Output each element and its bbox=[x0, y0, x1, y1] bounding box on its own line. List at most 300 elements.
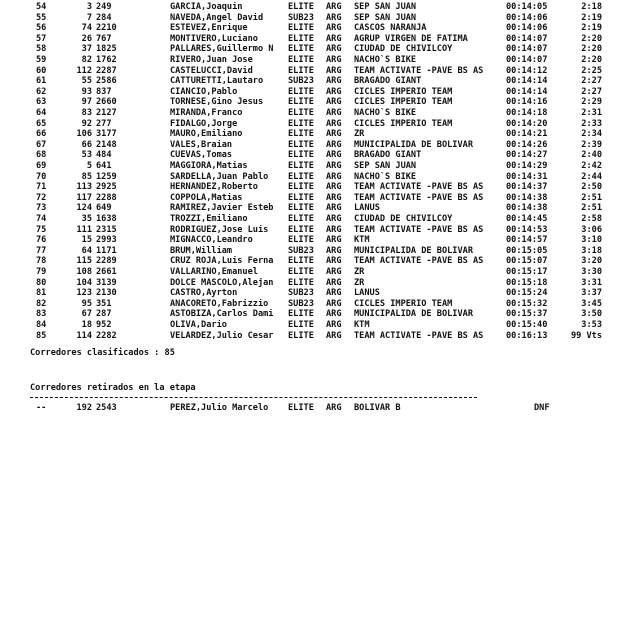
license-cell: 2127 bbox=[96, 108, 117, 118]
category-cell: ELITE bbox=[288, 33, 314, 44]
license-cell: 837 bbox=[96, 86, 112, 97]
nationality-cell: ARG bbox=[326, 97, 342, 108]
table-row bbox=[0, 256, 634, 267]
rider-name-cell: CIANCIO,Pablo bbox=[170, 86, 238, 97]
nationality-cell: ARG bbox=[326, 192, 342, 203]
dorsal-cell: 192 bbox=[76, 403, 92, 413]
position-cell: 68 bbox=[36, 150, 47, 161]
time-cell: 00:16:13 bbox=[506, 330, 548, 341]
dorsal-cell: 95 bbox=[81, 298, 92, 309]
nationality-cell: ARG bbox=[326, 55, 342, 65]
team-cell: CICLES IMPERIO TEAM bbox=[354, 118, 453, 129]
table-row bbox=[0, 34, 634, 45]
position-cell: 59 bbox=[36, 55, 47, 65]
dorsal-cell: 74 bbox=[81, 23, 92, 34]
team-cell: NACHO`S BIKE bbox=[354, 108, 417, 118]
dorsal-cell: 112 bbox=[76, 65, 92, 76]
gap-cell: 3:53 bbox=[581, 320, 602, 330]
nationality-cell: ARG bbox=[326, 129, 342, 140]
license-cell: 2210 bbox=[96, 23, 117, 34]
table-row bbox=[0, 193, 634, 204]
team-cell: SEP SAN JUAN bbox=[354, 12, 417, 23]
time-cell: 00:15:18 bbox=[506, 277, 548, 288]
gap-cell: 99 Vts bbox=[570, 330, 602, 341]
category-cell: ELITE bbox=[288, 330, 314, 341]
license-cell: 1762 bbox=[96, 55, 117, 65]
license-cell: 2288 bbox=[96, 192, 117, 203]
gap-cell: 2:39 bbox=[581, 139, 602, 150]
time-cell: 00:15:37 bbox=[506, 309, 548, 320]
category-cell: ELITE bbox=[288, 2, 314, 12]
position-cell: 62 bbox=[36, 86, 47, 97]
category-cell: ELITE bbox=[288, 23, 314, 34]
team-cell: LANUS bbox=[354, 203, 380, 214]
category-cell: SUB23 bbox=[288, 288, 314, 299]
category-cell: ELITE bbox=[288, 182, 314, 193]
gap-cell: 3:18 bbox=[581, 245, 602, 256]
license-cell: 952 bbox=[96, 320, 112, 330]
license-cell: 3177 bbox=[96, 129, 117, 140]
nationality-cell: ARG bbox=[326, 320, 342, 330]
team-cell: CICLES IMPERIO TEAM bbox=[354, 86, 453, 97]
rider-name-cell: FIDALGO,Jorge bbox=[170, 118, 238, 129]
gap-cell: 2:34 bbox=[581, 129, 602, 140]
position-cell: 66 bbox=[36, 129, 47, 140]
position-cell: 76 bbox=[36, 235, 47, 246]
gap-cell: 2:27 bbox=[581, 86, 602, 97]
time-cell: 00:14:20 bbox=[506, 118, 548, 129]
gap-cell: 3:10 bbox=[581, 235, 602, 246]
dorsal-cell: 124 bbox=[76, 203, 92, 214]
license-cell: 287 bbox=[96, 309, 112, 320]
position-cell: 77 bbox=[36, 245, 47, 256]
team-cell: MUNICIPALIDA DE BOLIVAR bbox=[354, 309, 473, 320]
team-cell: SEP SAN JUAN bbox=[354, 2, 417, 12]
nationality-cell: ARG bbox=[326, 139, 342, 150]
time-cell: 00:14:45 bbox=[506, 214, 548, 224]
rider-name-cell: ASTOBIZA,Carlos Dami bbox=[170, 309, 274, 320]
table-row bbox=[0, 76, 634, 87]
rider-name-cell: RODRIGUEZ,Jose Luis bbox=[170, 224, 269, 235]
gap-cell: 2:42 bbox=[581, 161, 602, 171]
gap-cell: 2:18 bbox=[581, 2, 602, 12]
position-cell: 82 bbox=[36, 298, 47, 309]
team-cell: LANUS bbox=[354, 288, 380, 299]
nationality-cell: ARG bbox=[326, 214, 342, 224]
team-cell: ZR bbox=[354, 129, 365, 140]
nationality-cell: ARG bbox=[326, 161, 342, 171]
nationality-cell: ARG bbox=[326, 298, 342, 309]
gap-cell: 2:51 bbox=[581, 203, 602, 214]
dorsal-cell: 15 bbox=[81, 235, 92, 246]
table-row bbox=[0, 119, 634, 130]
position-cell: 64 bbox=[36, 108, 47, 118]
rider-name-cell: NAVEDA,Angel David bbox=[170, 12, 264, 23]
gap-cell: 3:06 bbox=[581, 224, 602, 235]
nationality-cell: ARG bbox=[326, 23, 342, 34]
time-cell: 00:14:07 bbox=[506, 55, 548, 65]
rider-name-cell: MAGGIORA,Matias bbox=[170, 161, 248, 171]
category-cell: ELITE bbox=[288, 224, 314, 235]
position-cell: 56 bbox=[36, 23, 47, 34]
section-divider bbox=[30, 397, 477, 398]
license-cell: 2282 bbox=[96, 330, 117, 341]
license-cell: 2148 bbox=[96, 139, 117, 150]
rider-name-cell: HERNANDEZ,Roberto bbox=[170, 182, 258, 193]
license-cell: 1638 bbox=[96, 214, 117, 224]
time-cell: 00:14:27 bbox=[506, 150, 548, 161]
rider-name-cell: CRUZ ROJA,Luis Ferna bbox=[170, 256, 274, 267]
nationality-cell: ARG bbox=[326, 403, 342, 413]
position-cell: 69 bbox=[36, 161, 47, 171]
dorsal-cell: 82 bbox=[81, 55, 92, 65]
dorsal-cell: 111 bbox=[76, 224, 92, 235]
time-cell: 00:14:07 bbox=[506, 33, 548, 44]
gap-cell: 2:50 bbox=[581, 182, 602, 193]
table-row bbox=[0, 225, 634, 236]
table-row bbox=[0, 331, 634, 342]
time-cell: 00:14:18 bbox=[506, 108, 548, 118]
category-cell: ELITE bbox=[288, 161, 314, 171]
position-cell: 79 bbox=[36, 267, 47, 277]
dorsal-cell: 123 bbox=[76, 288, 92, 299]
team-cell: TEAM ACTIVATE -PAVE BS AS bbox=[354, 65, 484, 76]
dorsal-cell: 18 bbox=[81, 320, 92, 330]
table-row bbox=[0, 129, 634, 140]
license-cell: 249 bbox=[96, 2, 112, 12]
category-cell: SUB23 bbox=[288, 76, 314, 87]
position-cell: 74 bbox=[36, 214, 47, 224]
rider-name-cell: MAURO,Emiliano bbox=[170, 129, 243, 140]
license-cell: 2130 bbox=[96, 288, 117, 299]
time-cell: 00:14:16 bbox=[506, 97, 548, 108]
dorsal-cell: 97 bbox=[81, 97, 92, 108]
rider-name-cell: VALLARINO,Emanuel bbox=[170, 267, 258, 277]
team-cell: MUNICIPALIDA DE BOLIVAR bbox=[354, 139, 473, 150]
rider-name-cell: ANACORETO,Fabrizzio bbox=[170, 298, 269, 309]
time-cell: 00:14:26 bbox=[506, 139, 548, 150]
gap-cell: 2:25 bbox=[581, 65, 602, 76]
dorsal-cell: 92 bbox=[81, 118, 92, 129]
dorsal-cell: 37 bbox=[81, 44, 92, 55]
rider-name-cell: COPPOLA,Matias bbox=[170, 192, 243, 203]
category-cell: ELITE bbox=[288, 214, 314, 224]
category-cell: SUB23 bbox=[288, 245, 314, 256]
nationality-cell: ARG bbox=[326, 12, 342, 23]
time-cell: 00:14:57 bbox=[506, 235, 548, 246]
position-cell: 63 bbox=[36, 97, 47, 108]
category-cell: ELITE bbox=[288, 118, 314, 129]
position-cell: 85 bbox=[36, 330, 47, 341]
position-cell: 55 bbox=[36, 12, 47, 23]
dorsal-cell: 5 bbox=[86, 161, 92, 171]
license-cell: 641 bbox=[96, 161, 112, 171]
rider-name-cell: CASTRO,Ayrton bbox=[170, 288, 238, 299]
rider-name-cell: GARCIA,Joaquin bbox=[170, 2, 243, 12]
team-cell: SEP SAN JUAN bbox=[354, 161, 417, 171]
position-cell: 54 bbox=[36, 2, 47, 12]
time-cell: 00:14:05 bbox=[506, 2, 548, 12]
gap-cell: 2:31 bbox=[581, 108, 602, 118]
team-cell: TEAM ACTIVATE -PAVE BS AS bbox=[354, 330, 484, 341]
license-cell: 2289 bbox=[96, 256, 117, 267]
time-cell: 00:14:37 bbox=[506, 182, 548, 193]
category-cell: ELITE bbox=[288, 235, 314, 246]
team-cell: TEAM ACTIVATE -PAVE BS AS bbox=[354, 224, 484, 235]
category-cell: SUB23 bbox=[288, 12, 314, 23]
table-row bbox=[0, 203, 634, 214]
license-cell: 2586 bbox=[96, 76, 117, 87]
rider-name-cell: CATTURETTI,Lautaro bbox=[170, 76, 264, 87]
nationality-cell: ARG bbox=[326, 309, 342, 320]
position-cell: 80 bbox=[36, 277, 47, 288]
gap-cell: 2:19 bbox=[581, 23, 602, 34]
table-row bbox=[0, 97, 634, 108]
table-row bbox=[0, 299, 634, 310]
position-cell: 60 bbox=[36, 65, 47, 76]
category-cell: ELITE bbox=[288, 256, 314, 267]
rider-name-cell: MIRANDA,Franco bbox=[170, 108, 243, 118]
time-cell: 00:15:05 bbox=[506, 245, 548, 256]
time-cell: 00:14:06 bbox=[506, 23, 548, 34]
license-cell: 649 bbox=[96, 203, 112, 214]
table-row bbox=[0, 246, 634, 257]
gap-cell: 2:51 bbox=[581, 192, 602, 203]
table-row bbox=[0, 278, 634, 289]
team-cell: ZR bbox=[354, 267, 365, 277]
dorsal-cell: 35 bbox=[81, 214, 92, 224]
team-cell: AGRUP VIRGEN DE FATIMA bbox=[354, 33, 468, 44]
time-cell: 00:14:14 bbox=[506, 76, 548, 87]
rider-name-cell: BRUM,William bbox=[170, 245, 233, 256]
table-row bbox=[0, 214, 634, 225]
rider-name-cell: PEREZ,Julio Marcelo bbox=[170, 403, 269, 413]
license-cell: 1259 bbox=[96, 171, 117, 182]
license-cell: 2543 bbox=[96, 403, 117, 413]
table-row bbox=[0, 87, 634, 98]
dorsal-cell: 67 bbox=[81, 309, 92, 320]
time-cell: 00:15:32 bbox=[506, 298, 548, 309]
category-cell: ELITE bbox=[288, 267, 314, 277]
category-cell: ELITE bbox=[288, 129, 314, 140]
dorsal-cell: 26 bbox=[81, 33, 92, 44]
team-cell: TEAM ACTIVATE -PAVE BS AS bbox=[354, 192, 484, 203]
dorsal-cell: 83 bbox=[81, 108, 92, 118]
nationality-cell: ARG bbox=[326, 235, 342, 246]
rider-name-cell: DOLCE MASCOLO,Alejan bbox=[170, 277, 274, 288]
dorsal-cell: 117 bbox=[76, 192, 92, 203]
license-cell: 284 bbox=[96, 12, 112, 23]
gap-cell: 2:19 bbox=[581, 12, 602, 23]
dorsal-cell: 93 bbox=[81, 86, 92, 97]
table-row bbox=[0, 309, 634, 320]
license-cell: 2287 bbox=[96, 65, 117, 76]
position-cell: 75 bbox=[36, 224, 47, 235]
retired-row bbox=[0, 403, 634, 414]
team-cell: CICLES IMPERIO TEAM bbox=[354, 97, 453, 108]
team-cell: BRAGADO GIANT bbox=[354, 76, 422, 87]
rider-name-cell: SARDELLA,Juan Pablo bbox=[170, 171, 269, 182]
position-cell: 58 bbox=[36, 44, 47, 55]
rider-name-cell: OLIVA,Dario bbox=[170, 320, 227, 330]
dorsal-cell: 108 bbox=[76, 267, 92, 277]
dorsal-cell: 53 bbox=[81, 150, 92, 161]
nationality-cell: ARG bbox=[326, 182, 342, 193]
nationality-cell: ARG bbox=[326, 256, 342, 267]
license-cell: 2993 bbox=[96, 235, 117, 246]
category-cell: ELITE bbox=[288, 65, 314, 76]
gap-cell: 2:33 bbox=[581, 118, 602, 129]
nationality-cell: ARG bbox=[326, 288, 342, 299]
team-cell: CIUDAD DE CHIVILCOY bbox=[354, 44, 453, 55]
team-cell: TEAM ACTIVATE -PAVE BS AS bbox=[354, 182, 484, 193]
category-cell: ELITE bbox=[288, 277, 314, 288]
time-cell: 00:14:06 bbox=[506, 12, 548, 23]
time-cell: 00:15:17 bbox=[506, 267, 548, 277]
rider-name-cell: RIVERO,Juan Jose bbox=[170, 55, 253, 65]
retired-section-title: Corredores retirados en la etapa bbox=[30, 383, 196, 393]
license-cell: 2660 bbox=[96, 97, 117, 108]
team-cell: KTM bbox=[354, 235, 370, 246]
position-cell: 84 bbox=[36, 320, 47, 330]
dorsal-cell: 104 bbox=[76, 277, 92, 288]
gap-cell: 2:27 bbox=[581, 76, 602, 87]
license-cell: 277 bbox=[96, 118, 112, 129]
team-cell: BOLIVAR B bbox=[354, 403, 401, 413]
dorsal-cell: 113 bbox=[76, 182, 92, 193]
category-cell: ELITE bbox=[288, 171, 314, 182]
rider-name-cell: MONTIVERO,Luciano bbox=[170, 33, 258, 44]
team-cell: ZR bbox=[354, 277, 365, 288]
time-cell: 00:14:14 bbox=[506, 86, 548, 97]
category-cell: ELITE bbox=[288, 150, 314, 161]
time-cell: 00:14:31 bbox=[506, 171, 548, 182]
dorsal-cell: 114 bbox=[76, 330, 92, 341]
team-cell: TEAM ACTIVATE -PAVE BS AS bbox=[354, 256, 484, 267]
table-row bbox=[0, 44, 634, 55]
position-cell: 73 bbox=[36, 203, 47, 214]
dorsal-cell: 115 bbox=[76, 256, 92, 267]
team-cell: CIUDAD DE CHIVILCOY bbox=[354, 214, 453, 224]
nationality-cell: ARG bbox=[326, 86, 342, 97]
rider-name-cell: TORNESE,Gino Jesus bbox=[170, 97, 264, 108]
dorsal-cell: 85 bbox=[81, 171, 92, 182]
table-row bbox=[0, 140, 634, 151]
nationality-cell: ARG bbox=[326, 150, 342, 161]
table-row bbox=[0, 267, 634, 278]
table-row bbox=[0, 55, 634, 66]
table-row bbox=[0, 23, 634, 34]
position-cell: 78 bbox=[36, 256, 47, 267]
position-cell: 81 bbox=[36, 288, 47, 299]
dorsal-cell: 3 bbox=[86, 2, 92, 12]
nationality-cell: ARG bbox=[326, 245, 342, 256]
license-cell: 351 bbox=[96, 298, 112, 309]
category-cell: ELITE bbox=[288, 55, 314, 65]
nationality-cell: ARG bbox=[326, 2, 342, 12]
nationality-cell: ARG bbox=[326, 171, 342, 182]
nationality-cell: ARG bbox=[326, 277, 342, 288]
table-row bbox=[0, 150, 634, 161]
nationality-cell: ARG bbox=[326, 108, 342, 118]
category-cell: SUB23 bbox=[288, 298, 314, 309]
team-cell: NACHO`S BIKE bbox=[354, 55, 417, 65]
nationality-cell: ARG bbox=[326, 33, 342, 44]
gap-cell: 2:20 bbox=[581, 44, 602, 55]
category-cell: ELITE bbox=[288, 320, 314, 330]
gap-cell: 2:29 bbox=[581, 97, 602, 108]
time-cell: 00:14:38 bbox=[506, 203, 548, 214]
nationality-cell: ARG bbox=[326, 118, 342, 129]
category-cell: ELITE bbox=[288, 86, 314, 97]
category-cell: ELITE bbox=[288, 192, 314, 203]
team-cell: KTM bbox=[354, 320, 370, 330]
rider-name-cell: CUEVAS,Tomas bbox=[170, 150, 233, 161]
position-cell: 67 bbox=[36, 139, 47, 150]
table-row bbox=[0, 108, 634, 119]
license-cell: 3139 bbox=[96, 277, 117, 288]
team-cell: NACHO`S BIKE bbox=[354, 171, 417, 182]
category-cell: ELITE bbox=[288, 403, 314, 413]
category-cell: ELITE bbox=[288, 97, 314, 108]
table-row bbox=[0, 66, 634, 77]
time-cell: 00:14:53 bbox=[506, 224, 548, 235]
gap-cell: 2:40 bbox=[581, 150, 602, 161]
nationality-cell: ARG bbox=[326, 44, 342, 55]
category-cell: ELITE bbox=[288, 309, 314, 320]
nationality-cell: ARG bbox=[326, 224, 342, 235]
nationality-cell: ARG bbox=[326, 76, 342, 87]
dorsal-cell: 66 bbox=[81, 139, 92, 150]
position-cell: 70 bbox=[36, 171, 47, 182]
position-cell: -- bbox=[36, 403, 47, 413]
time-cell: 00:15:40 bbox=[506, 320, 548, 330]
gap-cell: 2:58 bbox=[581, 214, 602, 224]
classified-summary: Corredores clasificados : 85 bbox=[30, 348, 175, 358]
gap-cell: 3:31 bbox=[581, 277, 602, 288]
gap-cell: 2:20 bbox=[581, 55, 602, 65]
time-cell: 00:14:21 bbox=[506, 129, 548, 140]
team-cell: CASCOS NARANJA bbox=[354, 23, 427, 34]
category-cell: ELITE bbox=[288, 108, 314, 118]
gap-cell: 2:20 bbox=[581, 33, 602, 44]
time-cell: 00:15:24 bbox=[506, 288, 548, 299]
license-cell: 484 bbox=[96, 150, 112, 161]
table-row bbox=[0, 161, 634, 172]
nationality-cell: ARG bbox=[326, 330, 342, 341]
dorsal-cell: 106 bbox=[76, 129, 92, 140]
table-row bbox=[0, 172, 634, 183]
rider-name-cell: TROZZI,Emiliano bbox=[170, 214, 248, 224]
rider-name-cell: CASTELUCCI,David bbox=[170, 65, 253, 76]
gap-cell: 3:50 bbox=[581, 309, 602, 320]
dorsal-cell: 7 bbox=[86, 12, 92, 23]
team-cell: CICLES IMPERIO TEAM bbox=[354, 298, 453, 309]
rider-name-cell: VALES,Braian bbox=[170, 139, 233, 150]
table-row bbox=[0, 235, 634, 246]
category-cell: ELITE bbox=[288, 139, 314, 150]
table-row bbox=[0, 13, 634, 24]
table-row bbox=[0, 288, 634, 299]
time-cell: 00:15:07 bbox=[506, 256, 548, 267]
position-cell: 57 bbox=[36, 33, 47, 44]
license-cell: 1825 bbox=[96, 44, 117, 55]
team-cell: BRAGADO GIANT bbox=[354, 150, 422, 161]
license-cell: 2925 bbox=[96, 182, 117, 193]
table-row bbox=[0, 2, 634, 13]
time-cell: 00:14:38 bbox=[506, 192, 548, 203]
gap-cell: 3:20 bbox=[581, 256, 602, 267]
